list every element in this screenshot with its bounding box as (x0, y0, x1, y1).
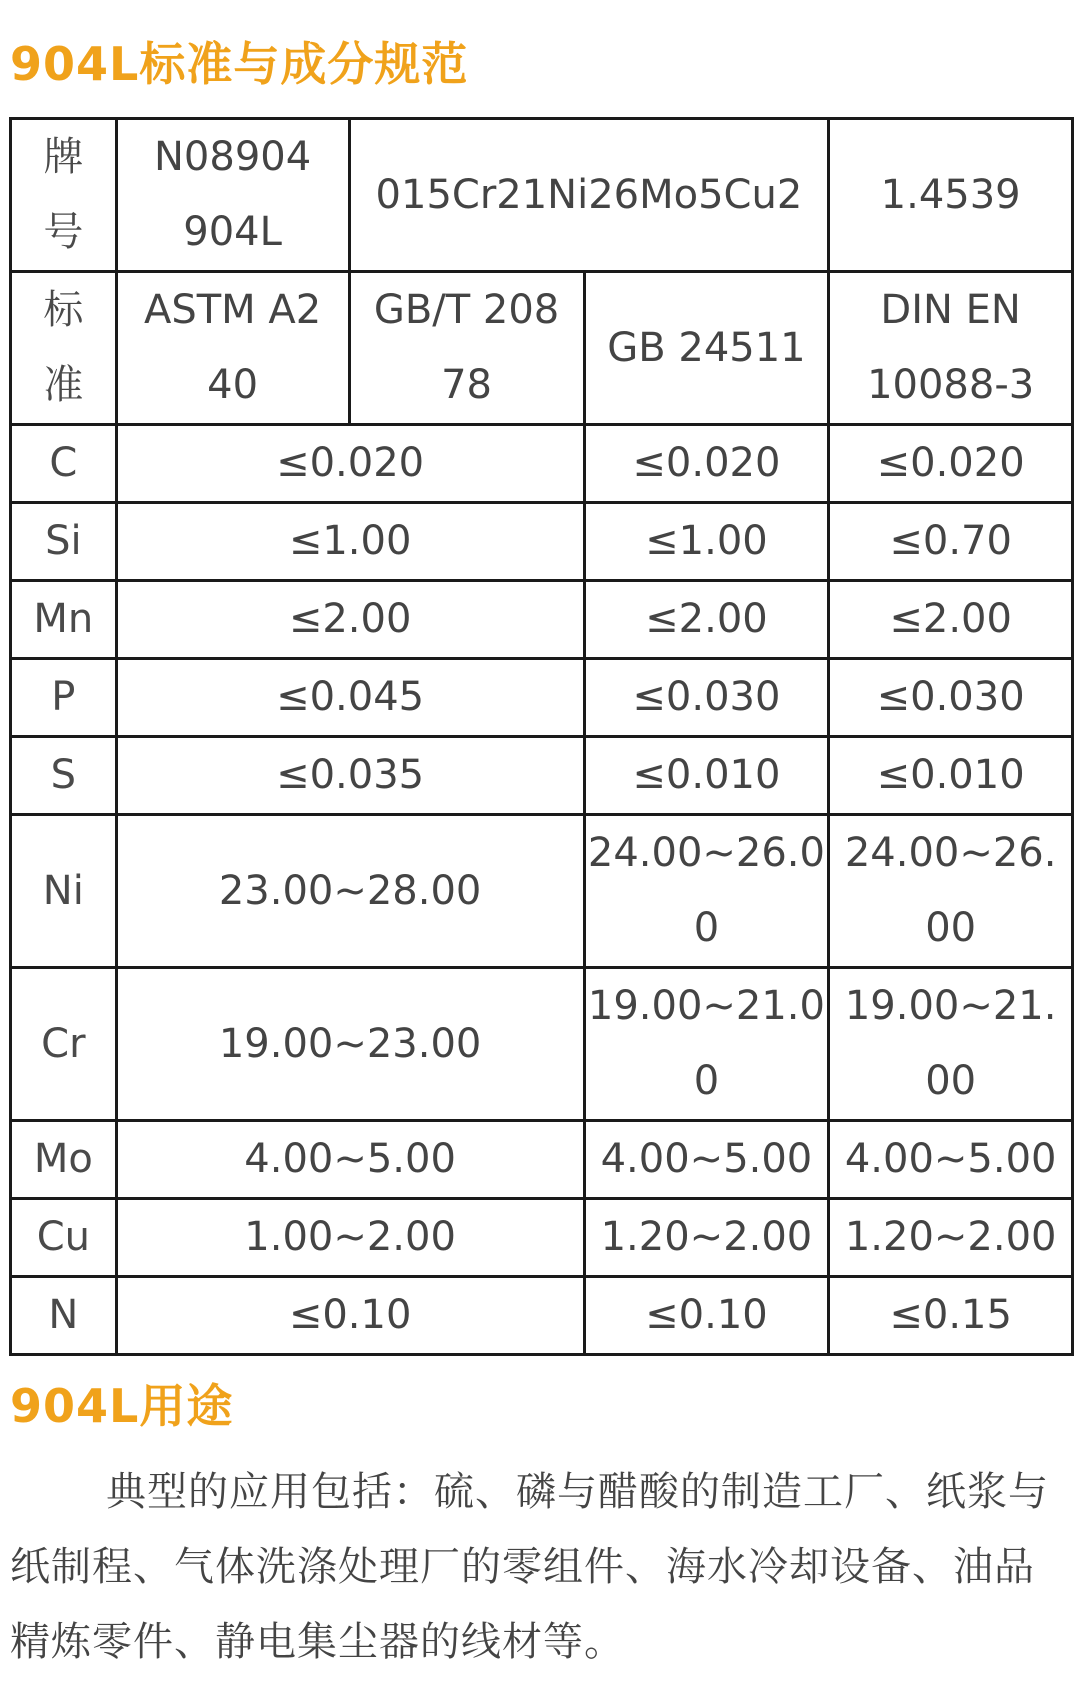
grade-label: 牌 号 (11, 119, 117, 272)
table-row (11, 968, 1073, 1121)
element-name: Cu (11, 1199, 117, 1277)
applications-paragraph: 典型的应用包括：硫、磷与醋酸的制造工厂、纸浆与纸制程、气体洗涤处理厂的零组件、海水冷却设备、油品精炼零件、静电集尘器的线材等。 (10, 1469, 1049, 1665)
table-row (11, 425, 1073, 503)
value-gb: ≤1.00 (584, 503, 829, 581)
value-astm-gbt: 23.00~28.00 (116, 815, 584, 968)
value-gb: ≤0.10 (584, 1277, 829, 1355)
table-row (11, 1199, 1073, 1277)
value-din: 1.20~2.00 (829, 1199, 1073, 1277)
standard-gb: GB 24511 (584, 272, 829, 425)
table-row (11, 659, 1073, 737)
value-din: ≤0.030 (829, 659, 1073, 737)
value-astm-gbt: ≤1.00 (116, 503, 584, 581)
table-row (11, 503, 1073, 581)
value-astm-gbt: 4.00~5.00 (116, 1121, 584, 1199)
value-astm-gbt: ≤2.00 (116, 581, 584, 659)
standard-gbt: GB/T 208 78 (349, 272, 584, 425)
value-din: 24.00~26.00 (829, 815, 1073, 968)
value-astm-gbt: 19.00~23.00 (116, 968, 584, 1121)
element-name: Mn (11, 581, 117, 659)
table-row (11, 737, 1073, 815)
value-astm-gbt: ≤0.10 (116, 1277, 584, 1355)
value-din: 4.00~5.00 (829, 1121, 1073, 1199)
section-title-standards: 904L标准与成分规范 (10, 37, 469, 91)
element-name: N (11, 1277, 117, 1355)
table-row (11, 1277, 1073, 1355)
standard-astm: ASTM A2 40 (116, 272, 349, 425)
value-din: 19.00~21.00 (829, 968, 1073, 1121)
element-name: Cr (11, 968, 117, 1121)
standard-din: DIN EN 10088-3 (829, 272, 1073, 425)
composition-table (9, 117, 1074, 1356)
grade-gb: 015Cr21Ni26Mo5Cu2 (349, 119, 829, 272)
grade-uns: N08904 904L (116, 119, 349, 272)
value-gb: ≤0.020 (584, 425, 829, 503)
value-gb: ≤0.030 (584, 659, 829, 737)
value-astm-gbt: 1.00~2.00 (116, 1199, 584, 1277)
value-astm-gbt: ≤0.045 (116, 659, 584, 737)
value-din: ≤0.010 (829, 737, 1073, 815)
element-name: Ni (11, 815, 117, 968)
section-title-applications: 904L用途 (10, 1379, 234, 1433)
value-gb: ≤2.00 (584, 581, 829, 659)
standard-label: 标 准 (11, 272, 117, 425)
value-astm-gbt: ≤0.035 (116, 737, 584, 815)
value-gb: ≤0.010 (584, 737, 829, 815)
table-row (11, 581, 1073, 659)
table-row (11, 1121, 1073, 1199)
value-din: ≤0.70 (829, 503, 1073, 581)
value-din: ≤0.15 (829, 1277, 1073, 1355)
element-name: P (11, 659, 117, 737)
element-name: S (11, 737, 117, 815)
value-gb: 4.00~5.00 (584, 1121, 829, 1199)
value-gb: 1.20~2.00 (584, 1199, 829, 1277)
element-name: C (11, 425, 117, 503)
value-din: ≤0.020 (829, 425, 1073, 503)
value-gb: 19.00~21.00 (584, 968, 829, 1121)
value-din: ≤2.00 (829, 581, 1073, 659)
element-name: Si (11, 503, 117, 581)
table-row (11, 815, 1073, 968)
value-astm-gbt: ≤0.020 (116, 425, 584, 503)
value-gb: 24.00~26.00 (584, 815, 829, 968)
element-name: Mo (11, 1121, 117, 1199)
table-row-standard (11, 272, 1073, 425)
table-row-grade (11, 119, 1073, 272)
grade-din: 1.4539 (829, 119, 1073, 272)
